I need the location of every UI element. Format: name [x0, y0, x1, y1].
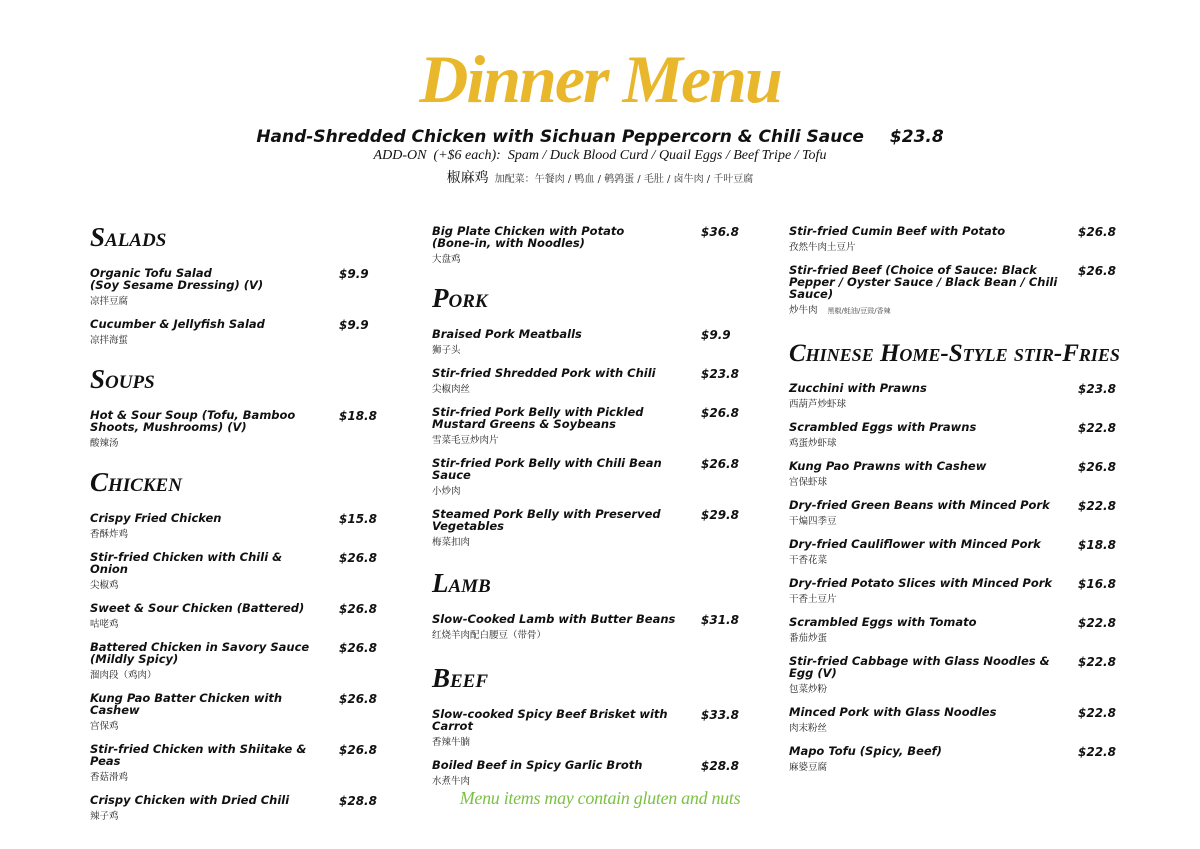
- menu-item-chinese-name: 水煮牛肉: [432, 776, 471, 787]
- menu-item-chinese-name: 雪菜毛豆炒肉片: [432, 435, 499, 446]
- menu-item-chinese-name: 红烧羊肉配白腰豆（带骨）: [432, 630, 547, 641]
- menu-item-price: $26.8: [339, 692, 377, 706]
- menu-item-chinese-name: 尖椒肉丝: [432, 384, 471, 395]
- menu-item: [432, 457, 737, 497]
- section-soups-list: [90, 409, 380, 449]
- menu-item: [90, 267, 380, 307]
- section-title-chicken: Chicken: [90, 467, 182, 497]
- menu-item-name: Big Plate Chicken with Potato (Bone-in, with Noodles): [432, 224, 625, 250]
- menu-item: [789, 499, 1124, 527]
- menu-item-chinese-name: 炒牛肉: [789, 305, 818, 316]
- menu-item-name: Cucumber & Jellyfish Salad: [90, 317, 265, 331]
- menu-item-name: Zucchini with Prawns: [789, 381, 927, 395]
- section-title-lamb: Lamb: [432, 568, 491, 598]
- menu-item: [90, 602, 380, 630]
- menu-item: [789, 264, 1124, 316]
- featured-price: $23.8: [889, 127, 944, 147]
- menu-item: [432, 225, 737, 265]
- menu-item-chinese-name: 尖椒鸡: [90, 580, 119, 591]
- menu-item-chinese-name: 宫保虾球: [789, 477, 828, 488]
- menu-item-chinese-name: 番茄炒蛋: [789, 633, 828, 644]
- menu-item-chinese-name: 大盘鸡: [432, 254, 461, 265]
- menu-item: [789, 382, 1124, 410]
- menu-item-price: $22.8: [1078, 616, 1116, 630]
- menu-item-name: Stir-fried Chicken with Chili & Onion: [90, 550, 283, 576]
- menu-item-name: Mapo Tofu (Spicy, Beef): [789, 744, 942, 758]
- menu-item: [90, 641, 380, 681]
- menu-item-name: Scrambled Eggs with Tomato: [789, 615, 977, 629]
- menu-item: [432, 508, 737, 548]
- addon-label: ADD-ON: [373, 148, 427, 163]
- menu-item: [789, 225, 1124, 253]
- menu-item: [432, 406, 737, 446]
- menu-item-chinese-name: 香酥炸鸡: [90, 529, 129, 540]
- menu-item-name: Stir-fried Pork Belly with Chili Bean Sauce: [432, 456, 662, 482]
- menu-item-price: $18.8: [339, 409, 377, 423]
- menu-item-chinese-name: 孜然牛肉土豆片: [789, 242, 856, 253]
- featured-name: Hand-Shredded Chicken with Sichuan Peppercorn & Chili Sauce: [256, 127, 864, 147]
- menu-item-chinese-name: 干香花菜: [789, 555, 828, 566]
- section-big-plate-list: [432, 225, 737, 265]
- menu-item-name: Stir-fried Cabbage with Glass Noodles & Egg (V): [789, 654, 1050, 680]
- menu-item: [90, 551, 380, 591]
- menu-item-price: $22.8: [1078, 706, 1116, 720]
- menu-item-chinese-name: 狮子头: [432, 345, 461, 356]
- menu-column-left: [90, 222, 380, 833]
- menu-item-price: $22.8: [1078, 655, 1116, 669]
- menu-item-name: Crispy Chicken with Dried Chili: [90, 793, 290, 807]
- menu-item: [432, 708, 737, 748]
- menu-item-chinese-name: 鸡蛋炒虾球: [789, 438, 837, 449]
- section-beef-list: [432, 708, 737, 787]
- menu-item: [432, 759, 737, 787]
- menu-item: [432, 613, 737, 641]
- menu-item-chinese-name: 肉末粉丝: [789, 723, 828, 734]
- menu-item-name: Scrambled Eggs with Prawns: [789, 420, 977, 434]
- addon-items: Spam / Duck Blood Curd / Quail Eggs / Beef Tripe / Tofu: [507, 148, 827, 163]
- addon-items-zh: 加配菜：午餐肉 / 鸭血 / 鹌鹑蛋 / 毛肚 / 卤牛肉 / 千叶豆腐: [494, 174, 754, 185]
- section-title-beef: Beef: [432, 663, 489, 693]
- section-title-pork: Pork: [432, 283, 488, 313]
- menu-item: [90, 692, 380, 732]
- menu-item-name: Dry-fried Cauliflower with Minced Pork: [789, 537, 1041, 551]
- allergen-note: Menu items may contain gluten and nuts: [459, 788, 741, 808]
- menu-item-price: $36.8: [701, 225, 739, 239]
- menu-item-price: $33.8: [701, 708, 739, 722]
- menu-item-name: Stir-fried Beef (Choice of Sauce: Black Pepper / Oyster Sauce / Black Bean / Chili Sauce): [789, 263, 1058, 301]
- menu-item-name: Battered Chicken in Savory Sauce (Mildly Spicy): [90, 640, 310, 666]
- menu-item: [789, 745, 1124, 773]
- menu-column-middle: [432, 225, 737, 798]
- featured-name-zh: 椒麻鸡: [446, 170, 489, 186]
- menu-item-price: $26.8: [1078, 264, 1116, 278]
- menu-item-price: $28.8: [701, 759, 739, 773]
- menu-item-price: $28.8: [339, 794, 377, 808]
- menu-item-chinese-name: 香菇滑鸡: [90, 772, 129, 783]
- menu-item-price: $22.8: [1078, 421, 1116, 435]
- section-title-home-style: Chinese Home-Style stir-Fries: [789, 340, 1120, 367]
- section-home-style-list: [789, 382, 1124, 773]
- menu-item-price: $31.8: [701, 613, 739, 627]
- section-lamb-list: [432, 613, 737, 641]
- menu-item-name: Stir-fried Chicken with Shiitake & Peas: [90, 742, 307, 768]
- menu-item-name: Dry-fried Potato Slices with Minced Pork: [789, 576, 1053, 590]
- menu-item-name: Boiled Beef in Spicy Garlic Broth: [432, 758, 643, 772]
- menu-item: [789, 706, 1124, 734]
- menu-item-chinese-name: 西葫芦炒虾球: [789, 399, 847, 410]
- menu-column-right: [789, 225, 1124, 784]
- menu-item-price: $15.8: [339, 512, 377, 526]
- menu-item-name: Sweet & Sour Chicken (Battered): [90, 601, 305, 615]
- menu-item-name: Dry-fried Green Beans with Minced Pork: [789, 498, 1050, 512]
- menu-item-price: $9.9: [701, 328, 731, 342]
- menu-item-chinese-name: 酸辣汤: [90, 438, 119, 449]
- menu-item: [789, 655, 1124, 695]
- menu-item-name: Kung Pao Prawns with Cashew: [789, 459, 987, 473]
- menu-item-chinese-name: 凉拌豆腐: [90, 296, 129, 307]
- menu-item-price: $16.8: [1078, 577, 1116, 591]
- menu-item-chinese-name: 包菜炒粉: [789, 684, 828, 695]
- menu-item-name: Stir-fried Pork Belly with Pickled Mustard Greens & Soybeans: [432, 405, 644, 431]
- section-pork-list: [432, 328, 737, 548]
- menu-item: [90, 318, 380, 346]
- menu-item-price: $22.8: [1078, 745, 1116, 759]
- menu-item: [90, 743, 380, 783]
- menu-item-price: $23.8: [1078, 382, 1116, 396]
- menu-item-price: $22.8: [1078, 499, 1116, 513]
- menu-item-sauce-options: 黑椒/蚝油/豆豉/香辣: [827, 307, 891, 315]
- menu-item: [789, 616, 1124, 644]
- menu-item-name: Stir-fried Shredded Pork with Chili: [432, 366, 656, 380]
- menu-item-chinese-name: 香辣牛腩: [432, 737, 471, 748]
- menu-item: [789, 421, 1124, 449]
- menu-item: [90, 409, 380, 449]
- menu-item-name: Crispy Fried Chicken: [90, 511, 222, 525]
- menu-item-price: $26.8: [701, 406, 739, 420]
- menu-item-price: $18.8: [1078, 538, 1116, 552]
- menu-item: [789, 538, 1124, 566]
- menu-item-price: $26.8: [339, 602, 377, 616]
- menu-item-price: $9.9: [339, 267, 369, 281]
- menu-item-price: $26.8: [1078, 460, 1116, 474]
- menu-item-name: Slow-cooked Spicy Beef Brisket with Carrot: [432, 707, 668, 733]
- menu-item-chinese-name: 宫保鸡: [90, 721, 119, 732]
- menu-item-price: $26.8: [339, 551, 377, 565]
- section-title-soups: Soups: [90, 364, 155, 394]
- menu-item-price: $26.8: [1078, 225, 1116, 239]
- menu-item-chinese-name: 小炒肉: [432, 486, 461, 497]
- section-beef-more-list: [789, 225, 1124, 316]
- menu-item-chinese-name: 梅菜扣肉: [432, 537, 471, 548]
- menu-item-chinese-name: 干香土豆片: [789, 594, 837, 605]
- section-title-salads: Salads: [90, 222, 167, 252]
- menu-item-chinese-name: 凉拌海蜇: [90, 335, 129, 346]
- featured-dish: [0, 127, 1200, 187]
- menu-item-chinese-name: 辣子鸡: [90, 811, 119, 822]
- menu-item-name: Stir-fried Cumin Beef with Potato: [789, 224, 1006, 238]
- menu-item-name: Steamed Pork Belly with Preserved Vegetables: [432, 507, 661, 533]
- menu-item: [432, 328, 737, 356]
- menu-item-price: $23.8: [701, 367, 739, 381]
- menu-item-name: Braised Pork Meatballs: [432, 327, 582, 341]
- menu-item-chinese-name: 干煸四季豆: [789, 516, 837, 527]
- menu-item-name: Kung Pao Batter Chicken with Cashew: [90, 691, 283, 717]
- menu-item-price: $26.8: [339, 641, 377, 655]
- menu-item-name: Slow-Cooked Lamb with Butter Beans: [432, 612, 676, 626]
- menu-item-chinese-name: 咕咾鸡: [90, 619, 119, 630]
- section-salads-list: [90, 267, 380, 346]
- section-chicken-list: [90, 512, 380, 822]
- menu-item-price: $26.8: [339, 743, 377, 757]
- menu-item-name: Minced Pork with Glass Noodles: [789, 705, 997, 719]
- menu-item-chinese-name: 麻婆豆腐: [789, 762, 828, 773]
- menu-item-name: Hot & Sour Soup (Tofu, Bamboo Shoots, Mushrooms) (V): [90, 408, 296, 434]
- menu-item: [432, 367, 737, 395]
- menu-item-price: $29.8: [701, 508, 739, 522]
- addon-price: (+$6 each):: [433, 148, 501, 163]
- menu-item-chinese-name: 溜肉段（鸡肉）: [90, 670, 157, 681]
- menu-item: [789, 460, 1124, 488]
- menu-title: Dinner Menu: [419, 41, 781, 117]
- menu-item: [90, 512, 380, 540]
- menu-item-name: Organic Tofu Salad (Soy Sesame Dressing) (V): [90, 266, 264, 292]
- menu-item-price: $9.9: [339, 318, 369, 332]
- menu-item: [789, 577, 1124, 605]
- menu-item-price: $26.8: [701, 457, 739, 471]
